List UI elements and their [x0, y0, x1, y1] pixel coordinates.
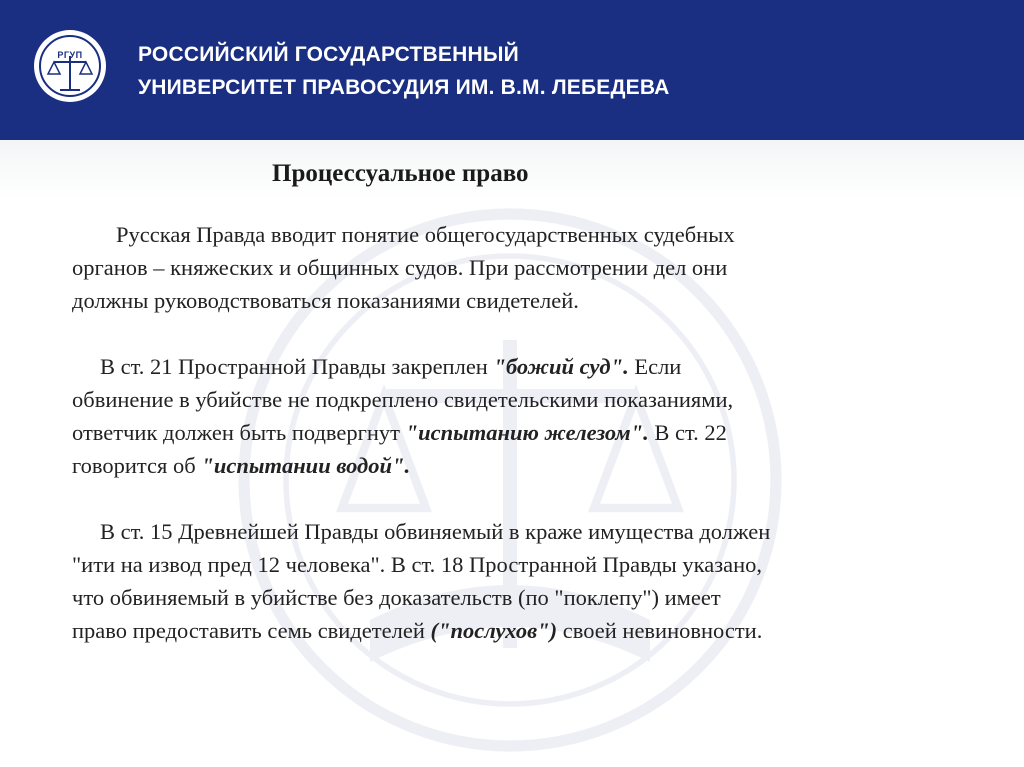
university-name-line2: УНИВЕРСИТЕТ ПРАВОСУДИЯ ИМ. В.М. ЛЕБЕДЕВА	[138, 76, 670, 99]
text-run: своей невиновности.	[557, 618, 763, 643]
paragraph-line: В ст. 15 Древнейшей Правды обвиняемый в краже имущества должен	[100, 519, 771, 544]
emphasis-term: "испытанию железом".	[405, 420, 649, 445]
paragraph-line	[72, 614, 972, 647]
text-run: В ст. 21 Пространной Правды закреплен	[100, 354, 494, 379]
scales-emblem-icon	[30, 20, 110, 112]
paragraph-line	[72, 350, 972, 383]
paragraph-line	[72, 416, 972, 449]
paragraph-line	[72, 449, 972, 482]
paragraph-line: что обвиняемый в убийстве без доказательств (по "поклепу") имеет	[72, 585, 721, 610]
logo-text: РГУП	[57, 50, 83, 60]
paragraph-1	[72, 218, 972, 317]
text-run: Если	[628, 354, 682, 379]
emphasis-term: "божий суд".	[493, 354, 629, 379]
header-bar	[0, 0, 1024, 140]
paragraph-line: "ити на извод пред 12 человека". В ст. 18 Пространной Правды указано,	[72, 552, 763, 577]
paragraph-3	[72, 515, 972, 647]
text-run: ответчик должен быть подвергнут	[72, 420, 406, 445]
text-run: говорится об	[72, 453, 202, 478]
paragraph-2	[72, 350, 972, 482]
paragraph-line: обвинение в убийстве не подкреплено свидетельскими показаниями,	[72, 387, 734, 412]
text-run: право предоставить семь свидетелей	[72, 618, 431, 643]
emphasis-term: "испытании водой".	[201, 453, 411, 478]
university-name	[138, 38, 670, 104]
university-name-line1: РОССИЙСКИЙ ГОСУДАРСТВЕННЫЙ	[138, 43, 519, 66]
paragraph-line: органов – княжеских и общинных судов. При рассмотрении дел они	[72, 255, 728, 280]
emphasis-term: ("послухов")	[430, 618, 558, 643]
university-logo	[30, 20, 110, 112]
text-run: В ст. 22	[648, 420, 727, 445]
paragraph-line: Русская Правда вводит понятие общегосударственных судебных	[116, 222, 735, 247]
paragraph-line: должны руководствоваться показаниями свидетелей.	[72, 288, 579, 313]
slide-title: Процессуальное право	[272, 160, 529, 187]
